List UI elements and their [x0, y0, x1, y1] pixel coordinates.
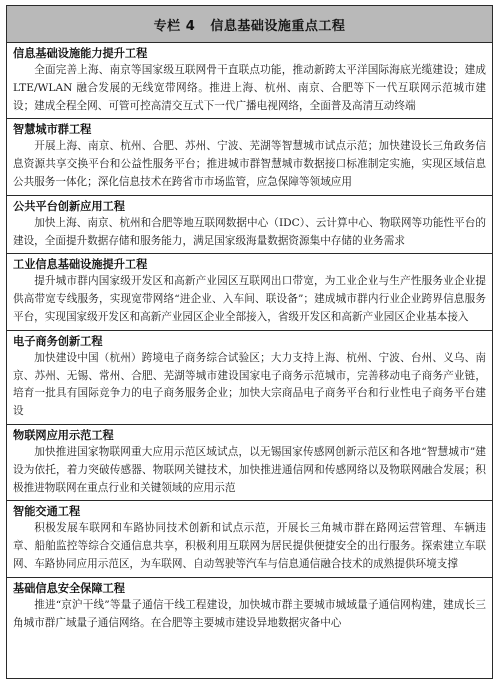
section-heading: 电子商务创新工程 — [13, 334, 103, 348]
column-title: 专栏 4 信息基础设施重点工程 — [153, 18, 346, 34]
section-body: 推进“京沪干线”等量子通信干线工程建设，加快城市群主要城市城域量子通信网构建，建成长三角城市群广域量子通信网络。在合肥等主要城市建设异地数据灾备中心 — [13, 598, 486, 629]
section-body: 开展上海、南京、杭州、合肥、苏州、宁波、芜湖等智慧城市试点示范；加快建设长三角政务信息资源共享交换平台和公益性服务平台；推进城市群智慧城市数据接口标准制定实施，实现区域信息公共服务一体化；深化信息技术在跨省市市场监管，应急保障等领域应用 — [13, 140, 486, 188]
section-body: 加快推进国家物联网重大应用示范区域试点，以无锡国家传感网创新示范区和各地“智慧城市”建设为依托，着力突破传感器、物联网关键技术，加快推进通信网和传感网络以及物联网融合发展；积极推进物联网在重点行业和关键领域的应用示范 — [13, 445, 486, 494]
section-smart-city-cluster — [7, 119, 492, 195]
section-heading: 智慧城市群工程 — [13, 123, 92, 137]
section-e-commerce — [7, 331, 492, 425]
section-industrial-infrastructure — [7, 254, 492, 330]
section-body: 加快上海、南京、杭州和合肥等地互联网数据中心（IDC）、云计算中心、物联网等功能性平台的建设，全面提升数据存储和服务能力，满足国家级海量数据资源集中存储的业务需求 — [13, 216, 486, 247]
section-body: 提升城市群内国家级开发区和高新产业园区互联网出口带宽，为工业企业与生产性服务业企业提供高带宽专线服务，实现宽带网络“进企业、入车间、联设备”；建成城市群内行业企业跨界信息服务平台，实现国家级开发区和高新产业园区企业全部接入，省级开发区和高新产业园区企业基本接入 — [13, 275, 486, 323]
section-information-security — [7, 578, 492, 636]
column-box — [6, 5, 493, 679]
section-iot-demonstration — [7, 425, 492, 501]
section-heading: 信息基础设施能力提升工程 — [13, 47, 148, 60]
section-body: 全面完善上海、南京等国家级互联网骨干直联点功能，推动新跨太平洋国际海底光缆建设；建成 LTE/WLAN 融合发展的无线宽带网络。推进上海、杭州、南京、合肥等下一代互联网示范城市建设；建成全程全网、可管可控高清交互式下一代广播电视网络，全面普及高清互动终端 — [13, 64, 486, 112]
section-heading: 工业信息基础设施提升工程 — [13, 258, 148, 272]
section-heading: 物联网应用示范工程 — [13, 428, 114, 442]
section-body: 加快建设中国（杭州）跨境电子商务综合试验区；大力支持上海、杭州、宁波、台州、义乌、南京、苏州、无锡、常州、合肥、芜湖等城市建设国家电子商务示范城市，完善移动电子商务产业链，培育一批具有国际竞争力的电子商务服务企业；加快大宗商品电子商务平台和行业性电子商务平台建设 — [13, 351, 486, 418]
section-heading: 基础信息安全保障工程 — [13, 581, 125, 595]
section-public-platform — [7, 196, 492, 255]
section-infrastructure-capacity — [7, 43, 492, 119]
section-intelligent-transport — [7, 501, 492, 577]
column-title-bar — [7, 6, 492, 43]
section-heading: 智能交通工程 — [13, 505, 81, 519]
section-heading: 公共平台创新应用工程 — [13, 199, 125, 213]
section-body: 积极发展车联网和车路协同技术创新和试点示范，开展长三角城市群在路网运营管理、车辆违章、船舶监控等综合交通信息共享，积极利用互联网为居民提供便捷安全的出行服务。探索建立车联网、车路协同应用示范区，为车联网、自动驾驶等汽车与信息通信融合技术的成熟提供环境支撑 — [13, 522, 486, 570]
